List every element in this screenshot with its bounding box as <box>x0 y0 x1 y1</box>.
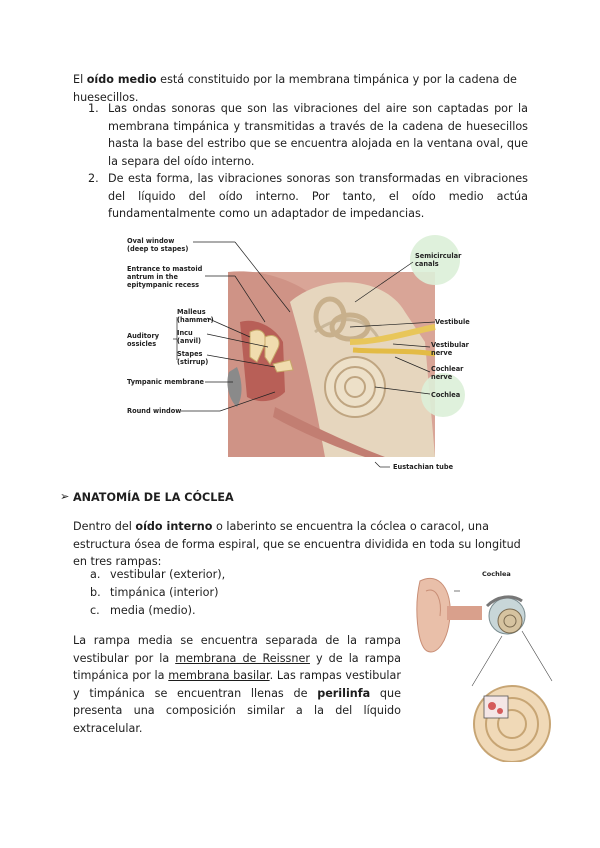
label-oval-window: Oval window <box>127 237 175 245</box>
list-text: De esta forma, las vibraciones sonoras son transformadas en vibraciones del líquido del oído interno. Por tanto, el oído medio actúa fundamentalmente como un adaptador de impedancias. <box>108 172 528 220</box>
ear-canal-shape <box>447 606 482 620</box>
svg-text:canals: canals <box>415 260 439 268</box>
label-cochlea: Cochlea <box>431 391 461 399</box>
outer-ear-shape <box>417 578 450 652</box>
intro-pre: El <box>73 73 87 86</box>
svg-text:(anvil): (anvil) <box>177 337 201 345</box>
cochlea-intro-paragraph: Dentro del oído interno o laberinto se encuentra la cóclea o caracol, una estructura ósea de forma espiral, que se encuentra dividida en toda su longitud en tres rampas: <box>73 520 521 568</box>
label-stapes: Stapes <box>177 350 203 358</box>
reissner-membrane-term: membrana de Reissner <box>175 651 310 665</box>
label-mastoid-entrance: Entrance to mastoid <box>127 265 203 273</box>
section-title: ANATOMÍA DE LA CÓCLEA <box>73 491 234 504</box>
svg-text:epitympanic recess: epitympanic recess <box>127 281 200 289</box>
list-letter: c. <box>90 604 100 617</box>
intro-post: está constituido por la membrana timpánica y por la cadena de huesecillos. <box>73 73 517 104</box>
arrow-bullet-icon: ➢ <box>60 490 70 503</box>
svg-text:nerve: nerve <box>431 373 453 381</box>
basilar-membrane-term: membrana basilar <box>168 669 270 682</box>
label-semicircular-canals: Semicircular <box>415 252 462 260</box>
list-number: 1. <box>88 102 99 115</box>
cochlea-diagram <box>412 566 560 762</box>
svg-text:ossicles: ossicles <box>127 340 157 348</box>
list-item: a. vestibular (exterior), <box>90 566 225 584</box>
svg-text:(deep to stapes): (deep to stapes) <box>127 245 189 253</box>
label-tympanic-membrane: Tympanic membrane <box>127 378 205 386</box>
label-incus: Incu <box>177 329 193 337</box>
list-item: c. media (medio). <box>90 602 225 620</box>
svg-text:antrum in the: antrum in the <box>127 273 178 281</box>
label-eustachian-tube: Eustachian tube <box>393 463 454 471</box>
small-cochlea-shape <box>498 609 522 633</box>
perilymph-bold-term: perilinfa <box>317 686 371 700</box>
list-item <box>88 100 528 170</box>
numbered-list <box>88 100 528 223</box>
section-heading <box>60 490 234 504</box>
label-auditory-ossicles: Auditory <box>127 332 160 340</box>
intro-bold-term: oído medio <box>86 73 157 86</box>
inner-ear-bold-term: oído interno <box>135 520 213 533</box>
label-cochlea-small: Cochlea <box>482 570 511 578</box>
label-cochlear-nerve: Cochlear <box>431 365 464 373</box>
list-letter: a. <box>90 568 101 581</box>
list-number: 2. <box>88 172 99 185</box>
label-round-window: Round window <box>127 407 182 415</box>
ramps-list <box>90 566 225 620</box>
svg-text:(stirrup): (stirrup) <box>177 358 209 366</box>
label-malleus: Malleus <box>177 308 206 316</box>
svg-text:(hammer): (hammer) <box>177 316 214 324</box>
list-item: b. timpánica (interior) <box>90 584 225 602</box>
svg-text:nerve: nerve <box>431 349 453 357</box>
label-vestibule: Vestibule <box>435 318 470 326</box>
label-vestibular-nerve: Vestibular <box>431 341 469 349</box>
list-letter: b. <box>90 586 101 599</box>
ramps-paragraph: La rampa media se encuentra separada de la rampa vestibular por la membrana de Reissner y de la rampa timpánica por la membrana basilar. Las rampas vestibular y timpánica se encuentran llenas de perilinfa que presenta una composición similar a la del líquido extracelular. <box>73 634 402 735</box>
list-item <box>88 170 528 223</box>
list-text: Las ondas sonoras que son las vibraciones del aire son captadas por la membrana timpánica y transmitidas a través de la cadena de huesecillos hasta la base del estribo que se encuentra alojada en la ventana oval, que la separa del oído interno. <box>108 102 528 168</box>
middle-ear-diagram <box>125 232 475 477</box>
zoom-box <box>484 696 508 718</box>
